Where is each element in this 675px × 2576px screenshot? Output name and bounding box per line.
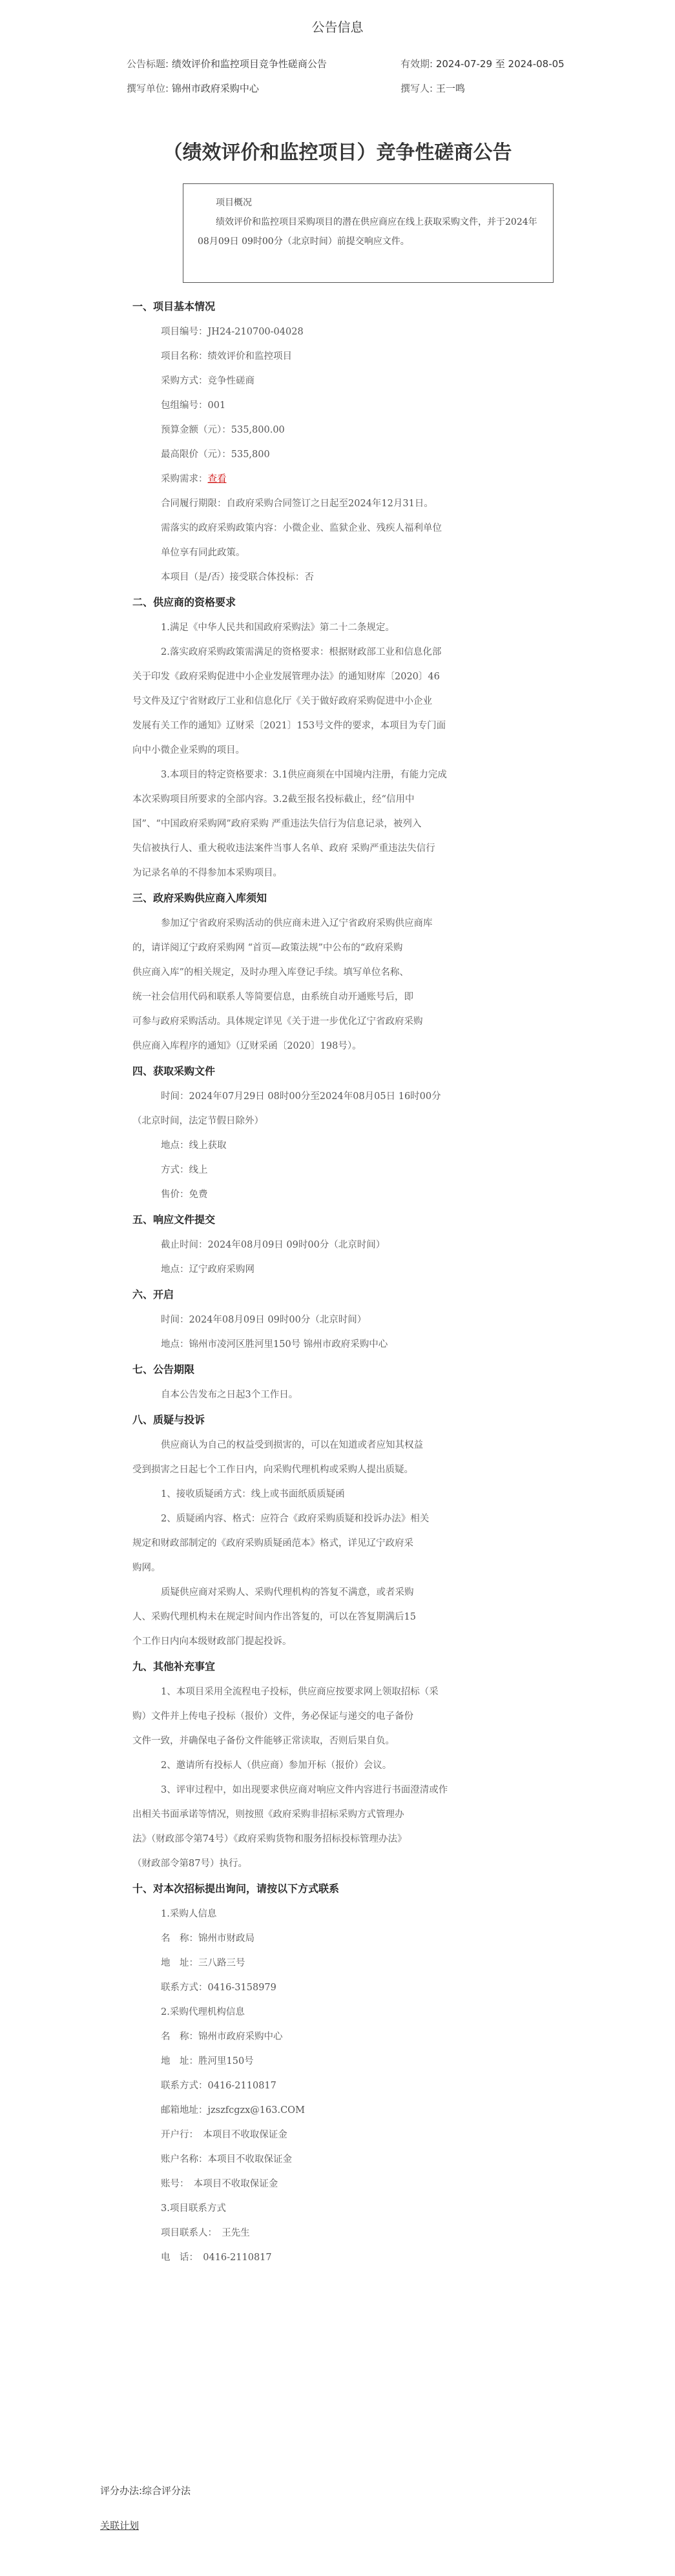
section-heading: 二、供应商的资格要求 — [132, 596, 236, 608]
agency-email: 邮箱地址：jzszfcgzx@163.COM — [161, 2105, 305, 2116]
supplement-line: 3、评审过程中，如出现要求供应商对响应文件内容进行书面澄清或作 — [161, 1785, 448, 1795]
acquire-place: 地点：线上获取 — [161, 1140, 227, 1151]
registration-line: 统一社会信用代码和联系人等简要信息，由系统自动开通账号后，即 — [132, 992, 413, 1002]
agency-name: 名 称：锦州市政府采购中心 — [161, 2032, 283, 2042]
purchaser-address: 地 址：三八路三号 — [161, 1958, 245, 1968]
overview-title: 项目概况 — [216, 198, 252, 208]
consortium-note: 本项目（是/否）接受联合体投标：否 — [161, 572, 314, 582]
section-heading: 十、对本次招标提出询问，请按以下方式联系 — [132, 1882, 340, 1895]
view-demand-link[interactable]: 查看 — [207, 474, 227, 484]
qualification-line: 关于印发《政府采购促进中小企业发展管理办法》的通知财库〔2020〕46 — [132, 672, 440, 682]
qualification-line: 国”、“中国政府采购网”政府采购 严重违法失信行为信息记录，被列入 — [132, 819, 422, 829]
notice-period: 自本公告发布之日起3个工作日。 — [161, 1390, 298, 1400]
opening-place: 地点：锦州市凌河区胜河里150号 锦州市政府采购中心 — [161, 1339, 388, 1350]
complaint-line: 购网。 — [132, 1563, 161, 1573]
complaint-line: 规定和财政部制定的《政府采购质疑函范本》格式，详见辽宁政府采 — [132, 1538, 413, 1549]
purchaser-phone: 联系方式：0416-3158979 — [161, 1983, 276, 1993]
complaint-line: 人、采购代理机构未在规定时间内作出答复的，可以在答复期满后15 — [132, 1612, 416, 1622]
account-number: 账号： 本项目不收取保证金 — [161, 2179, 278, 2189]
registration-line: 可参与政府采购活动。具体规定详见《关于进一步优化辽宁省政府采购 — [132, 1016, 423, 1027]
purchaser-name: 名 称：锦州市财政局 — [161, 1933, 254, 1944]
validity-label: 有效期: — [400, 58, 433, 70]
purchaser-title: 1.采购人信息 — [161, 1909, 217, 1919]
acquire-price: 售价：免费 — [161, 1190, 208, 1200]
registration-line: 的，请详阅辽宁政府采购网 “首页—政策法规”中公布的“政府采购 — [132, 943, 403, 953]
project-overview-box — [183, 183, 554, 283]
bank-name: 开户行： 本项目不收取保证金 — [161, 2130, 287, 2140]
contact-person: 项目联系人： 王先生 — [161, 2228, 250, 2238]
announcement-meta — [127, 57, 592, 106]
supplement-line: 法》（财政部令第74号）《政府采购货物和服务招标投标管理办法》 — [132, 1834, 407, 1844]
registration-line: 供应商入库”的相关规定，及时办理入库登记手续。填写单位名称、 — [132, 967, 409, 978]
announcement-content — [132, 294, 572, 2270]
supplement-line: 1、本项目采用全流程电子投标，供应商应按要求网上领取招标（采 — [161, 1687, 439, 1697]
acquire-method: 方式：线上 — [161, 1165, 208, 1175]
qualification-line: 2.落实政府采购政策需满足的资格要求：根据财政部工业和信息化部 — [161, 647, 442, 657]
complaint-line: 质疑供应商对采购人、采购代理机构的答复不满意，或者采购 — [161, 1587, 414, 1598]
complaint-line: 1、接收质疑函方式：线上或书面纸质质疑函 — [161, 1489, 345, 1499]
registration-line: 参加辽宁省政府采购活动的供应商未进入辽宁省政府采购供应商库 — [161, 918, 433, 929]
subject-field — [127, 57, 327, 70]
supplement-line: 出相关书面承诺等情况，则按照《政府采购非招标采购方式管理办 — [132, 1809, 404, 1820]
section-heading: 四、获取采购文件 — [132, 1065, 216, 1077]
validity-field — [400, 57, 565, 70]
project-number: 项目编号：JH24-210700-04028 — [161, 327, 304, 337]
section-heading: 五、响应文件提交 — [132, 1213, 216, 1226]
qualification-line: 1.满足《中华人民共和国政府采购法》第二十二条规定。 — [161, 623, 395, 633]
section-heading: 七、公告期限 — [132, 1363, 195, 1376]
unit-field — [127, 81, 259, 95]
page-title: 公告信息 — [311, 19, 364, 35]
qualification-line: 发展有关工作的通知》辽财采〔2021〕153号文件的要求，本项目为专门面 — [132, 721, 446, 731]
contact-phone: 电 话： 0416-2110817 — [161, 2252, 272, 2263]
package-number: 包组编号：001 — [161, 400, 226, 411]
acquire-time: （北京时间，法定节假日除外） — [132, 1116, 264, 1126]
qualification-line: 3.本项目的特定资格要求：3.1供应商须在中国境内注册，有能力完成 — [161, 770, 447, 780]
qualification-line: 号文件及辽宁省财政厅工业和信息化厅《关于做好政府采购促进中小企业 — [132, 696, 432, 706]
supplement-line: 2、邀请所有投标人（供应商）参加开标（报价）会议。 — [161, 1760, 392, 1771]
subject-value: 绩效评价和监控项目竞争性磋商公告 — [171, 58, 327, 70]
announcement-body — [0, 137, 675, 2263]
agency-phone: 联系方式：0416-2110817 — [161, 2081, 276, 2091]
agency-title: 2.采购代理机构信息 — [161, 2007, 245, 2017]
section-heading: 八、质疑与投诉 — [132, 1414, 205, 1426]
supplement-line: 文件一致，并确保电子备份文件能够正常读取，否则后果自负。 — [132, 1736, 395, 1746]
writer-field — [400, 81, 465, 95]
complaint-line: 受到损害之日起七个工作日内，向采购代理机构或采购人提出质疑。 — [132, 1465, 413, 1475]
validity-value: 2024-07-29 至 2024-08-05 — [435, 58, 565, 70]
section-heading: 一、项目基本情况 — [132, 300, 216, 313]
procurement-demand — [132, 467, 572, 491]
writer-label: 撰写人: — [400, 83, 433, 94]
complaint-line: 个工作日内向本级财政部门提起投诉。 — [132, 1636, 292, 1647]
qualification-line: 失信被执行人、重大税收违法案件当事人名单、政府 采购严重违法失信行 — [132, 843, 435, 854]
subject-label: 公告标题: — [127, 58, 169, 70]
complaint-line: 供应商认为自己的权益受到损害的，可以在知道或者应知其权益 — [161, 1440, 423, 1450]
qualification-line: 向中小微企业采购的项目。 — [132, 745, 245, 756]
qualification-line: 为记录名单的不得参加本采购项目。 — [132, 868, 282, 878]
section-heading: 六、开启 — [132, 1288, 174, 1301]
writer-value: 王一鸣 — [435, 83, 465, 94]
section-heading: 九、其他补充事宜 — [132, 1660, 216, 1673]
procurement-method: 采购方式：竞争性磋商 — [161, 376, 254, 386]
budget-amount: 预算金额（元）：535,800.00 — [161, 425, 285, 435]
supplement-line: 购）文件并上传电子投标（报价）文件，务必保证与递交的电子备份 — [132, 1711, 413, 1722]
meta-row-author — [127, 81, 592, 106]
submission-deadline: 截止时间：2024年08月09日 09时00分（北京时间） — [161, 1240, 386, 1250]
agency-address: 地 址：胜河里150号 — [161, 2056, 254, 2066]
section-heading: 三、政府采购供应商入库须知 — [132, 892, 267, 904]
policy-line: 单位享有同此政策。 — [161, 548, 245, 558]
evaluation-method: 评分办法:综合评分法 — [100, 2485, 191, 2497]
document-title: （绩效评价和监控项目）竞争性磋商公告 — [163, 141, 512, 164]
unit-label: 撰写单位: — [127, 83, 169, 94]
opening-time: 时间：2024年08月09日 09时00分（北京时间） — [161, 1315, 367, 1325]
max-price: 最高限价（元）：535,800 — [161, 449, 270, 460]
registration-line: 供应商入库程序的通知》（辽财采函〔2020〕198号）。 — [132, 1041, 362, 1051]
policy-line: 需落实的政府采购政策内容：小微企业、监狱企业、残疾人福利单位 — [161, 523, 442, 533]
submission-place: 地点：辽宁政府采购网 — [161, 1264, 254, 1275]
meta-row-title — [127, 57, 592, 81]
account-name: 账户名称：本项目不收取保证金 — [161, 2154, 292, 2165]
demand-label: 采购需求： — [161, 474, 208, 484]
supplement-line: （财政部令第87号）执行。 — [132, 1859, 247, 1869]
overview-text: 绩效评价和监控项目采购项目的潜在供应商应在线上获取采购文件，并于2024年08月09日 09时00分（北京时间）前提交响应文件。 — [198, 217, 537, 247]
contact-title: 3.项目联系方式 — [161, 2203, 226, 2214]
related-plan-link[interactable]: 关联计划 — [100, 2520, 140, 2531]
project-name: 项目名称：绩效评价和监控项目 — [161, 351, 292, 362]
complaint-line: 2、质疑函内容、格式：应符合《政府采购质疑和投诉办法》相关 — [161, 1514, 430, 1524]
unit-value: 锦州市政府采购中心 — [171, 83, 259, 94]
contract-period: 合同履行期限：自政府采购合同签订之日起至2024年12月31日。 — [161, 499, 433, 509]
qualification-line: 本次采购项目所要求的全部内容。3.2截至报名投标截止，经“信用中 — [132, 794, 415, 805]
acquire-time: 时间：2024年07月29日 08时00分至2024年08月05日 16时00分 — [161, 1091, 441, 1102]
